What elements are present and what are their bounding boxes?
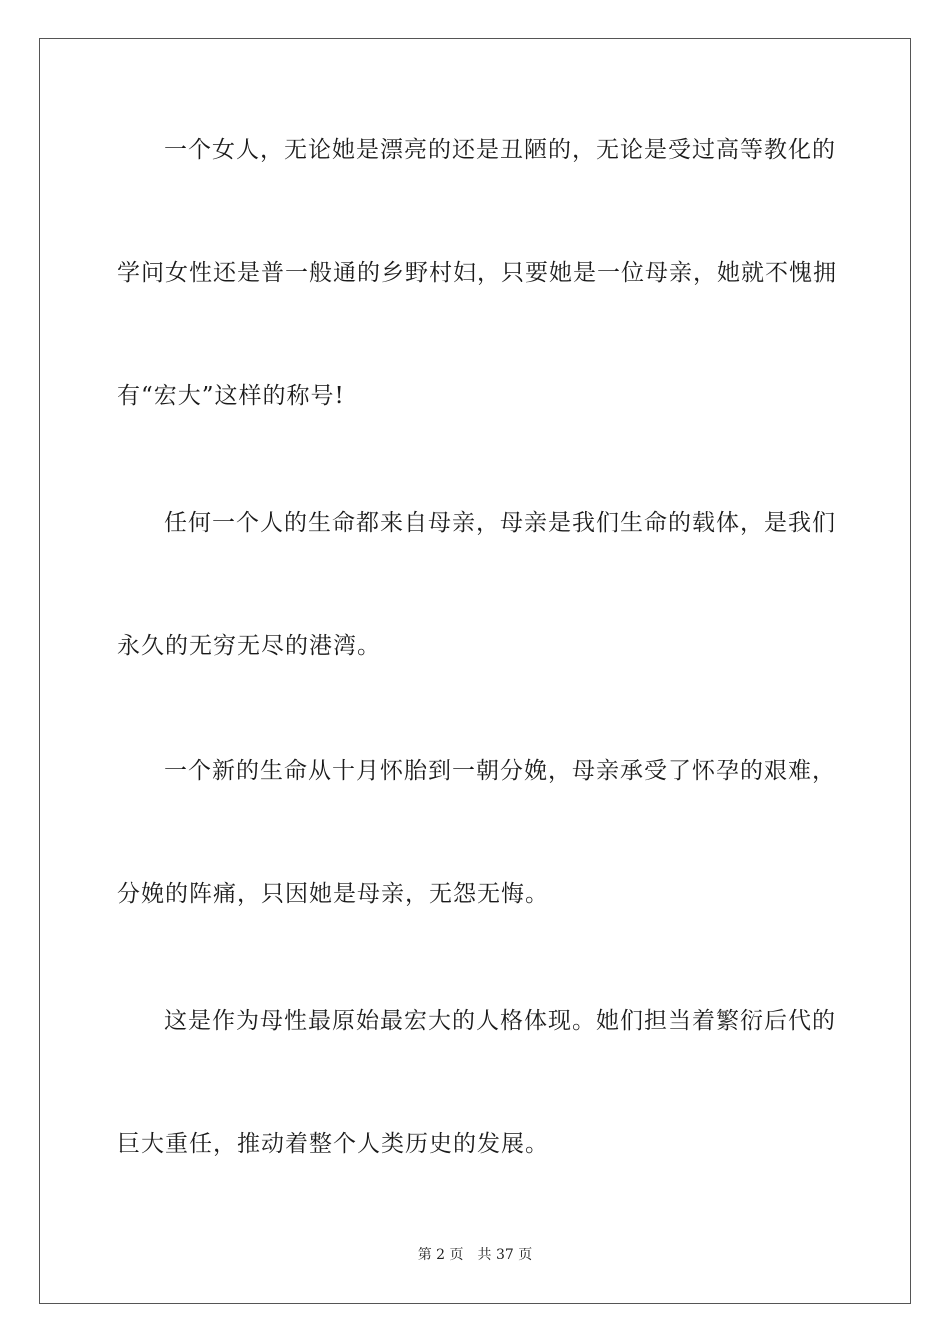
paragraph-2-line-2: 永久的无穷无尽的港湾。 <box>117 633 381 659</box>
paragraph-3-line-1: 一个新的生命从十月怀胎到一朝分娩，母亲承受了怀孕的艰难， <box>164 758 836 784</box>
paragraph-4-line-1: 这是作为母性最原始最宏大的人格体现。她们担当着繁衍后代的 <box>164 1008 836 1034</box>
paragraph-2-line-1: 任何一个人的生命都来自母亲，母亲是我们生命的载体，是我们 <box>164 510 836 536</box>
paragraph-1-line-1: 一个女人，无论她是漂亮的还是丑陋的，无论是受过高等教化的 <box>164 137 836 163</box>
page-number: 第 2 页 <box>417 1247 464 1263</box>
page-total: 共 37 页 <box>477 1247 533 1263</box>
page-footer <box>0 1246 950 1264</box>
paragraph-4-line-2: 巨大重任，推动着整个人类历史的发展。 <box>117 1131 549 1157</box>
page-border <box>39 38 911 1304</box>
paragraph-1-line-2: 学问女性还是普一般通的乡野村妇，只要她是一位母亲，她就不愧拥 <box>117 260 837 286</box>
paragraph-1-line-3: 有“宏大”这样的称号! <box>117 383 345 409</box>
paragraph-3-line-2: 分娩的阵痛，只因她是母亲，无怨无悔。 <box>117 881 549 907</box>
